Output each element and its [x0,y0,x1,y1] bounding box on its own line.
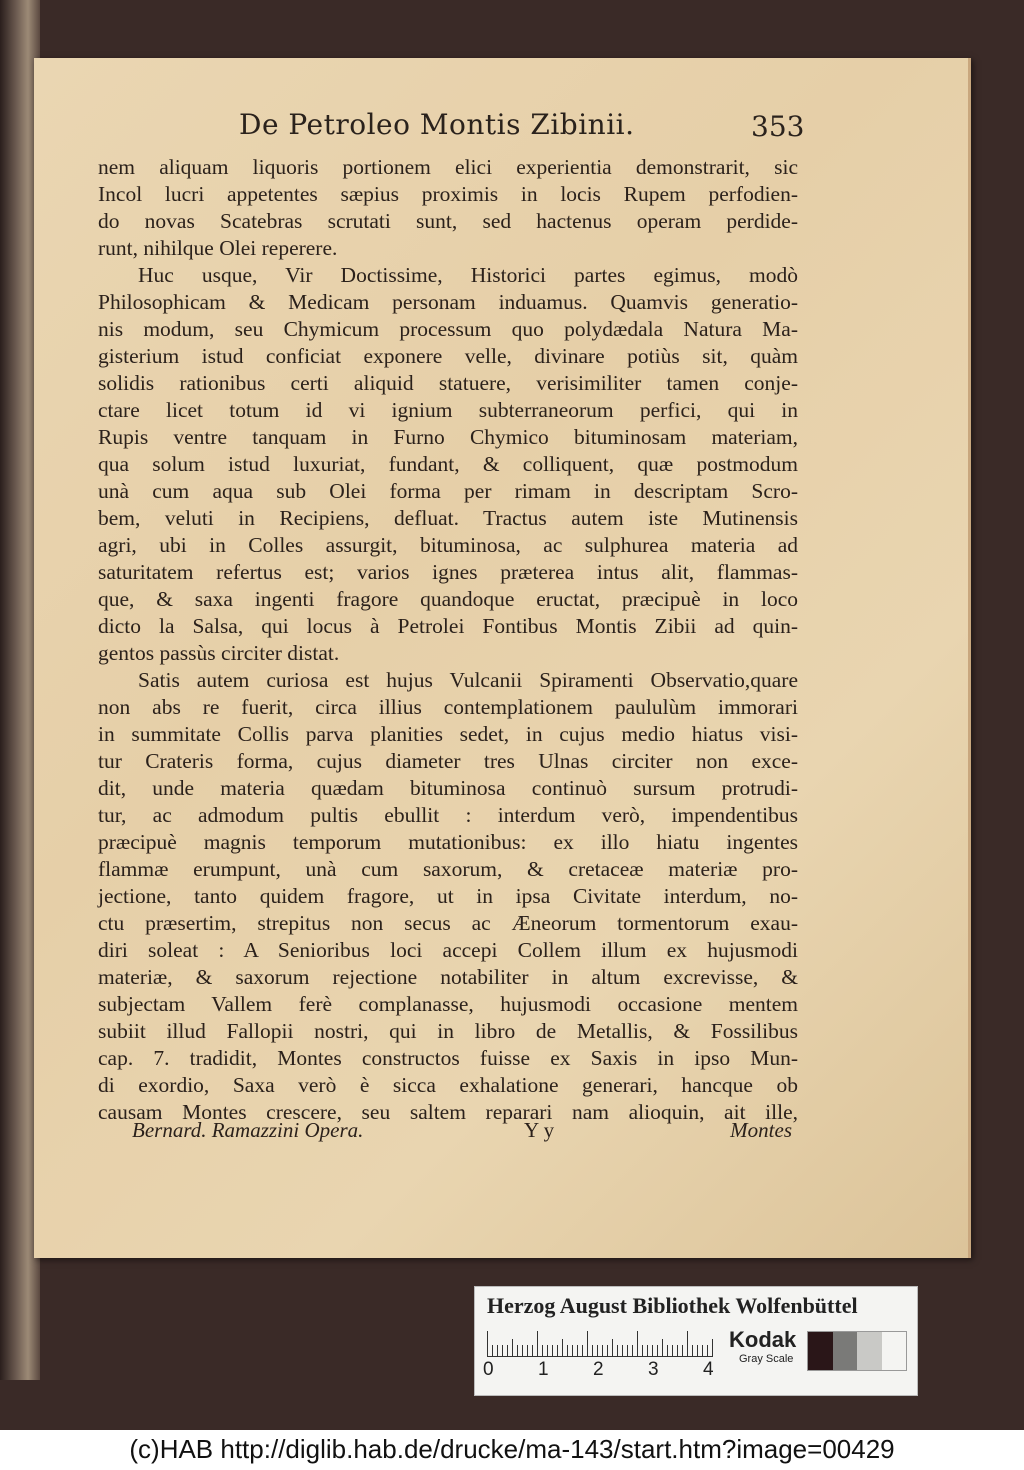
ruler-tick [607,1345,608,1357]
ruler-tick [537,1331,538,1357]
ruler-tick [687,1331,688,1357]
gray-patch [882,1332,907,1370]
text-line: di exordio, Saxa verò è sicca exhalatione generari, hancque ob [98,1073,798,1097]
ruler-tick [547,1345,548,1357]
text-line: Incol lucri appetentes sæpius proximis in locis Rupem perfodien- [98,182,798,206]
text-line: tur Crateris forma, cujus diameter tres Ulnas circiter non exce- [98,749,798,773]
text-line: nis modum, seu Chymicum processum quo polydædala Natura Ma- [98,317,798,341]
text-line: agri, ubi in Colles assurgit, bituminosa, ac sulphurea materia ad [98,533,798,557]
ruler-tick [582,1345,583,1357]
text-line: subjectam Vallem ferè complanasse, hujusmodi occasione mentem [98,992,798,1016]
text-line: bem, veluti in Recipiens, defluat. Tractus autem iste Mutinensis [98,506,798,530]
ruler-tick [617,1345,618,1357]
text-line: causam Montes crescere, seu saltem reparari nam alioquin, ait ille, [98,1100,798,1124]
text-line: gentos passùs circiter distat. [98,641,340,665]
kodak-logo-text: Kodak [729,1327,797,1352]
signature-line [132,1118,792,1148]
text-line: flammæ erumpunt, unà cum saxorum, & cretaceæ materiæ pro- [98,857,798,881]
text-line: qua solum istud luxuriat, fundant, & colliquent, quæ postmodum [98,452,798,476]
text-line: materiæ, & saxorum rejectione notabiliter in altum excrevisse, & [98,965,798,989]
text-line: diri soleat : A Senioribus loci accepi Collem illum ex hujusmodi [98,938,798,962]
source-url: (c)HAB http://diglib.hab.de/drucke/ma-143/start.htm?image=00429 [129,1434,895,1464]
text-line: Huc usque, Vir Doctissime, Historici partes egimus, modò [138,263,798,287]
library-label-card [474,1286,918,1396]
ruler-tick [697,1345,698,1357]
ruler-tick [517,1345,518,1357]
ruler-tick [502,1345,503,1357]
gray-scale-caption: Gray Scale [739,1353,794,1365]
ruler-tick [707,1345,708,1357]
text-line: ctu præsertim, strepitus non secus ac Æneorum tormentorum exau- [98,911,798,935]
ruler-tick [497,1345,498,1357]
gray-patch [808,1332,833,1370]
ruler-tick [542,1345,543,1357]
ruler-tick [702,1345,703,1357]
text-line: tur, ac admodum pultis ebullit : interdum verò, impendentibus [98,803,798,827]
ruler-number: 2 [593,1359,604,1380]
text-line: que, & saxa ingenti fragore quandoque eructat, præcipuè in loco [98,587,798,611]
signature-mark: Y y [524,1118,555,1142]
ruler-tick [562,1339,563,1357]
ruler-tick [712,1339,713,1357]
ruler-tick [642,1345,643,1357]
ruler-number: 4 [703,1359,714,1380]
text-line: dit, unde materia quædam bituminosa continuò sursum protrudi- [98,776,798,800]
text-line: dicto la Salsa, qui locus à Petrolei Fontibus Montis Zibii ad quin- [98,614,798,638]
ruler-tick [662,1339,663,1357]
text-line: Philosophicam & Medicam personam induamus. Quamvis generatio- [98,290,798,314]
text-line: præcipuè magnis temporum mutationibus: ex illo hiatu ingentes [98,830,798,854]
text-line: subiit illud Fallopii nostri, qui in libro de Metallis, & Fossilibus [98,1019,798,1043]
ruler-tick [487,1331,488,1357]
ruler-tick [622,1345,623,1357]
ruler-tick [532,1345,533,1357]
ruler-tick [602,1345,603,1357]
text-line: nem aliquam liquoris portionem elici experientia demonstrarit, sic [98,155,798,179]
text-line: in summitate Collis parva planities sedet, in cujus medio hiatus visi- [98,722,798,746]
ruler-tick [512,1339,513,1357]
ruler-number: 0 [483,1359,494,1380]
ruler-tick [677,1345,678,1357]
ruler-tick [527,1345,528,1357]
ruler-tick [657,1345,658,1357]
ruler-tick [577,1345,578,1357]
ruler-tick [692,1345,693,1357]
ruler-number: 3 [648,1359,659,1380]
text-line: jectione, tanto quidem fragore, ut in ipsa Civitate interdum, no- [98,884,798,908]
gray-scale-patches [807,1331,907,1371]
book-page [34,58,971,1258]
ruler-tick [597,1345,598,1357]
ruler-tick [652,1345,653,1357]
ruler-tick [637,1331,638,1357]
ruler-tick [492,1345,493,1357]
ruler-tick [647,1345,648,1357]
ruler-tick [522,1345,523,1357]
text-line: saturitatem refertus est; varios ignes præterea intus alit, flammas- [98,560,798,584]
ruler-tick [672,1345,673,1357]
ruler-tick [667,1345,668,1357]
footer-bar [0,1430,1024,1470]
ruler-number: 1 [538,1359,549,1380]
running-head [239,108,939,148]
ruler-numbers [483,1359,723,1383]
text-line: non abs re fuerit, circa illius contemplationem paululùm immorari [98,695,798,719]
catchword: Montes [730,1118,792,1142]
text-line: Satis autem curiosa est hujus Vulcanii Spiramenti Observatio,quare [138,668,798,692]
text-line: cap. 7. tradidit, Montes constructos fuisse ex Saxis in ipso Mun- [98,1046,798,1070]
page-number: 353 [751,110,805,143]
ruler-tick [627,1345,628,1357]
ruler-tick [552,1345,553,1357]
text-line: solidis rationibus certi aliquid statuere, verisimiliter tamen conje- [98,371,798,395]
running-title: De Petroleo Montis Zibinii. [239,108,635,141]
text-line: runt, nihilque Olei reperere. [98,236,338,260]
text-line: do novas Scatebras scrutati sunt, sed hactenus operam perdide- [98,209,798,233]
gray-patch [857,1332,882,1370]
ruler-tick [592,1345,593,1357]
ruler-tick [682,1345,683,1357]
ruler-baseline [487,1356,713,1357]
text-body [98,154,798,1126]
text-line: ctare licet totum id vi ignium subterraneorum perfici, qui in [98,398,798,422]
ruler-tick [612,1339,613,1357]
signature-author: Bernard. Ramazzini Opera. [132,1118,364,1142]
text-line: unà cum aqua sub Olei forma per rimam in descriptam Scro- [98,479,798,503]
gray-patch [833,1332,858,1370]
ruler-tick [557,1345,558,1357]
text-line: Rupis ventre tanquam in Furno Chymico bituminosam materiam, [98,425,798,449]
ruler-tick [632,1345,633,1357]
ruler-tick [567,1345,568,1357]
text-line: gisterium istud conficiat exponere velle, divinare potiùs sit, quàm [98,344,798,368]
library-name: Herzog August Bibliothek Wolfenbüttel [487,1293,858,1318]
ruler-tick [507,1345,508,1357]
ruler-tick [572,1345,573,1357]
measurement-ruler [487,1327,717,1357]
ruler-tick [587,1331,588,1357]
